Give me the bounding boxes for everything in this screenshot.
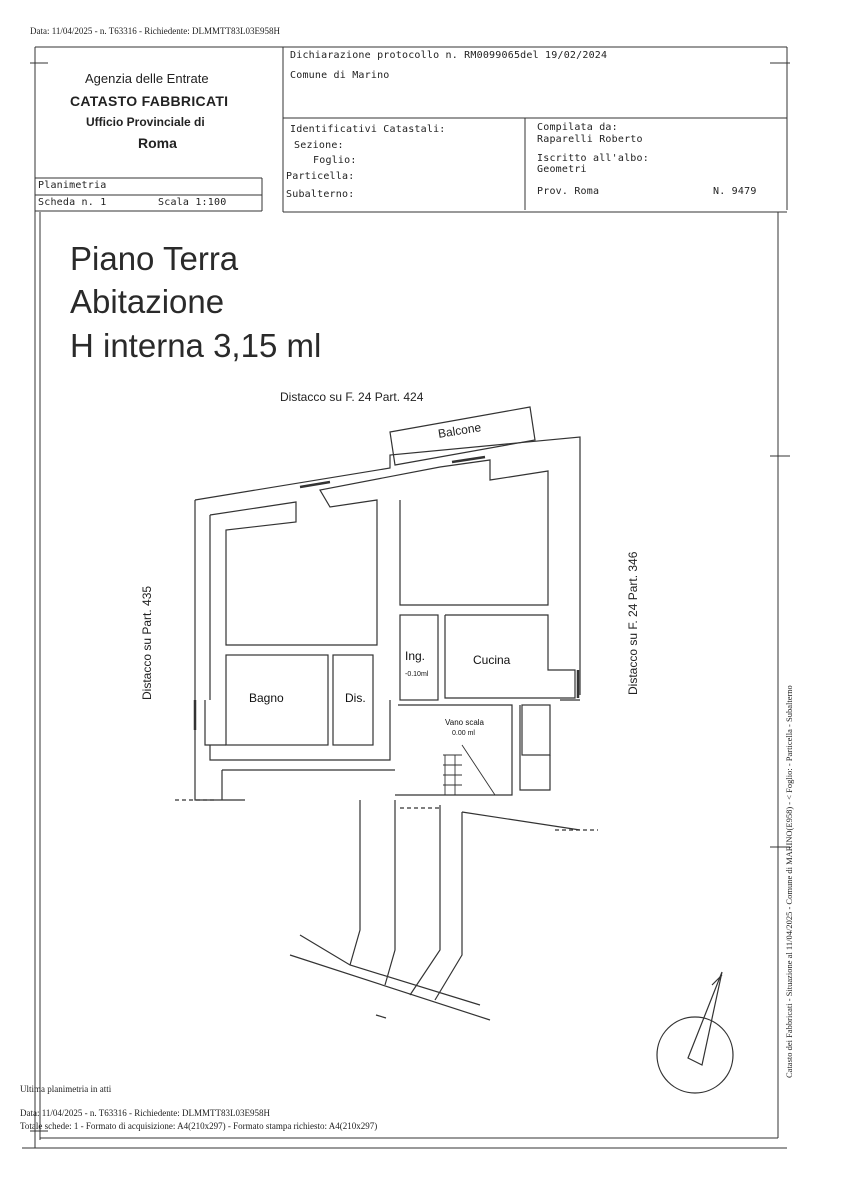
label-vano-scala: Vano scala bbox=[445, 718, 484, 727]
agency-line4: Roma bbox=[138, 135, 177, 151]
identifiers-foglio: Foglio: bbox=[313, 155, 357, 166]
footer-ultima: Ultima planimetria in atti bbox=[20, 1084, 112, 1094]
plan-title-line2: Abitazione bbox=[70, 283, 225, 320]
label-right-distacco: Distacco su F. 24 Part. 346 bbox=[626, 551, 640, 695]
identifiers-particella: Particella: bbox=[286, 171, 355, 182]
label-top-distacco: Distacco su F. 24 Part. 424 bbox=[280, 390, 424, 404]
header-line: Data: 11/04/2025 - n. T63316 - Richiedente: DLMMTT83L03E958H bbox=[30, 26, 280, 36]
declaration-protocol: Dichiarazione protocollo n. RM0099065del 19/02/2024 bbox=[290, 50, 608, 61]
compiler-name: Raparelli Roberto bbox=[537, 134, 643, 145]
label-balcone: Balcone bbox=[437, 420, 483, 441]
agency-line3: Ufficio Provinciale di bbox=[86, 115, 205, 129]
side-text: Catasto dei Fabbricati - Situazione al 11/04/2025 - Comune di MARINO(E958) - < Foglio: - Particella - Subalterno bbox=[784, 685, 794, 1078]
footer-totale: Totale schede: 1 - Formato di acquisizione: A4(210x297) - Formato stampa richiesto: A4(210x297) bbox=[20, 1121, 378, 1131]
compiler-iscritto: Iscritto all'albo: bbox=[537, 153, 649, 164]
footer-data: Data: 11/04/2025 - n. T63316 - Richiedente: DLMMTT83L03E958H bbox=[20, 1108, 270, 1118]
label-ing: Ing. bbox=[405, 649, 426, 663]
label-quota-scala: 0.00 ml bbox=[452, 730, 475, 737]
sheet-planimetria: Planimetria bbox=[38, 180, 107, 191]
plan-title-line3: H interna 3,15 ml bbox=[70, 327, 322, 364]
label-quota-ing: -0.10ml bbox=[405, 671, 429, 678]
compiler-albo: Geometri bbox=[537, 164, 587, 175]
label-dis: Dis. bbox=[345, 691, 366, 705]
compiler-prov: Prov. Roma bbox=[537, 186, 600, 197]
agency-line2: CATASTO FABBRICATI bbox=[70, 93, 229, 109]
label-left-distacco: Distacco su Part. 435 bbox=[140, 585, 154, 700]
compiler-label: Compilata da: bbox=[537, 122, 618, 133]
agency-line1: Agenzia delle Entrate bbox=[85, 71, 209, 86]
identifiers-subalterno: Subalterno: bbox=[286, 189, 355, 200]
declaration-comune: Comune di Marino bbox=[290, 70, 390, 81]
identifiers-title: Identificativi Catastali: bbox=[290, 124, 446, 135]
label-cucina: Cucina bbox=[473, 653, 511, 667]
compiler-numero: N. 9479 bbox=[713, 186, 757, 197]
sheet-scheda: Scheda n. 1 bbox=[38, 197, 107, 208]
plan-title-line1: Piano Terra bbox=[70, 240, 239, 277]
identifiers-sezione: Sezione: bbox=[294, 140, 344, 151]
label-bagno: Bagno bbox=[249, 691, 284, 705]
sheet-scala: Scala 1:100 bbox=[158, 197, 227, 208]
